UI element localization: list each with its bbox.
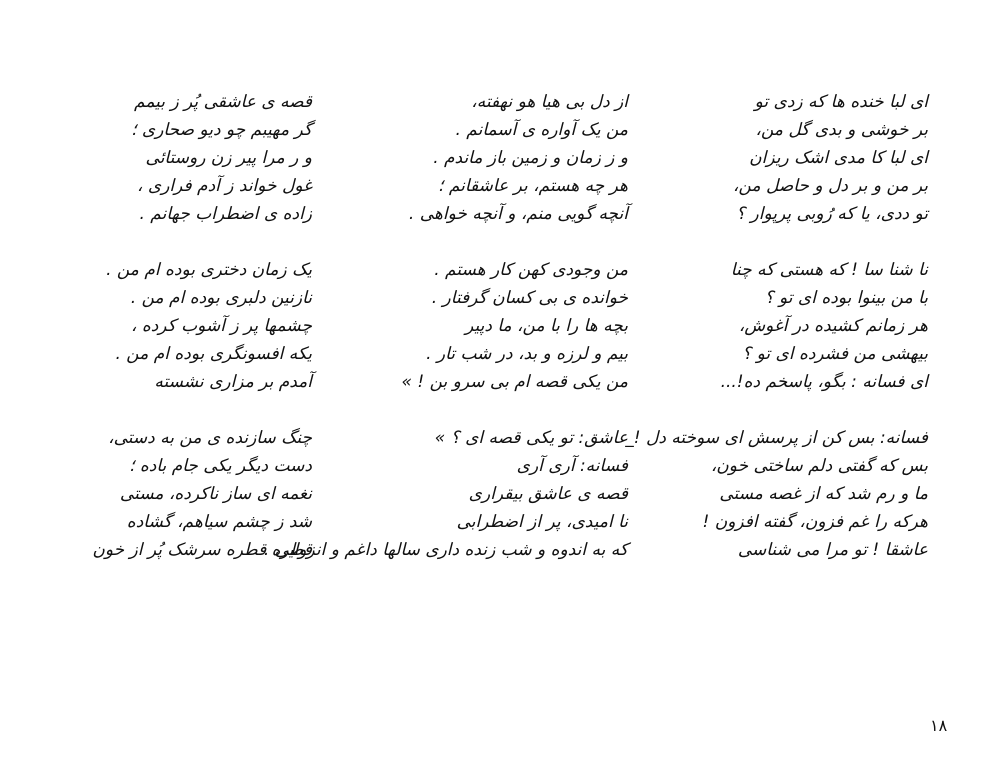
poem-line: من یک آواره ی آسمانم . [455, 120, 628, 140]
poem-line: ای فسانه : بگو، پاسخم ده!... [720, 372, 928, 392]
stanza-gap [358, 396, 628, 424]
poem-line: غول خواند ز آدم فراری ، [137, 176, 312, 196]
poem-line: با من بینوا بوده ای تو ؟ [764, 288, 928, 308]
poem-line: آنچه گویی منم، و آنچه خواهی . [408, 204, 628, 224]
poem-line: یکه افسونگری بوده ام من . [115, 344, 312, 364]
poem-line: تو ددی، یا که رُوبی پرپوار ؟ [736, 204, 928, 224]
poem-line: بیهشی من فشرده ای تو ؟ [742, 344, 928, 364]
poem-line: زاده ی اضطراب جهانم . [139, 204, 312, 224]
poem-line: بس که گفتی دلم ساختی خون، [710, 456, 928, 476]
poem-line: چشمها پر ز آشوب کرده ، [130, 316, 312, 336]
poem-line: قطره قطره سرشک پُر از خون [92, 540, 312, 560]
stanza-gap [668, 228, 928, 256]
poem-line: قصه ی عاشقی پُر ز بیمم [134, 92, 312, 112]
poem-line: هرکه را غم فزون، گفته افزون ! [702, 512, 928, 532]
stanza-gap [358, 228, 628, 256]
poem-line: هر زمانم کشیده در آغوش، [738, 316, 928, 336]
poem-line: دست دیگر یکی جام باده ؛ [129, 456, 312, 476]
stanza-gap [668, 396, 928, 424]
poem-line: که به اندوه و شب زنده داری سالها داغم و انزوایی . [263, 540, 628, 560]
poem-line: بر من و بر دل و حاصل من، [733, 176, 928, 196]
poem-line: ای لبا کا مدی اشک ریزان [749, 148, 928, 168]
stanza-gap [52, 396, 312, 424]
poem-line: عاشقا ! تو مرا می شناسی [737, 540, 928, 560]
poem-line: فسانه: بس کن از پرسش ای سوخته دل !_ [625, 428, 928, 448]
poem-line: من یکی قصه ام بی سرو بن ! » [401, 372, 628, 392]
poem-line: گر مهیبم چو دیو صحاری ؛ [131, 120, 312, 140]
poem-line: شد ز چشم سیاهم، گشاده [126, 512, 312, 532]
poem-column-left [52, 88, 312, 564]
poem-column-middle [263, 88, 628, 564]
poem-line: نا شنا سا ! که هستی که چنا [730, 260, 928, 280]
poem-line: بچه ها را با من، ما دپیر [465, 316, 628, 336]
poem-line: بر خوشی و بدی گل من، [755, 120, 928, 140]
poem-line: ما و رم شد که از غصه مستی [719, 484, 928, 504]
poem-column-right [625, 88, 928, 564]
poem-line: بیم و لرزه و بد، در شب تار . [426, 344, 628, 364]
poem-line: من وجودی کهن کار هستم . [434, 260, 628, 280]
poem-line: نازنین دلبری بوده ام من . [130, 288, 312, 308]
stanza-gap [52, 228, 312, 256]
poem-line: یک زمان دختری بوده ام من . [106, 260, 312, 280]
poem-line: و ر مرا پیر زن روستائی [145, 148, 312, 168]
page-number: ۱۸ [930, 716, 948, 735]
poem-line: نا امیدی، پر از اضطرابی [456, 512, 628, 532]
poem-line: فسانه: آری آری [516, 456, 628, 476]
poem-line: از دل بی هیا هو نهفته، [471, 92, 628, 112]
poem-line: عاشق: تو یکی قصه ای ؟ » [434, 428, 628, 448]
poem-line: خوانده ی بی کسان گرفتار . [431, 288, 628, 308]
poem-line: و ز زمان و زمین باز ماندم . [433, 148, 628, 168]
poem-line: قصه ی عاشق بیقراری [468, 484, 628, 504]
poem-line: چنگ سازنده ی من به دستی، [108, 428, 312, 448]
poem-line: نغمه ای ساز ناکرده، مستی [119, 484, 312, 504]
poem-line: هر چه هستم، بر عاشقانم ؛ [438, 176, 628, 196]
poem-line: آمدم بر مزاری نشسته [154, 372, 312, 392]
poem-line: ای لبا خنده ها که زدی تو [754, 92, 928, 112]
